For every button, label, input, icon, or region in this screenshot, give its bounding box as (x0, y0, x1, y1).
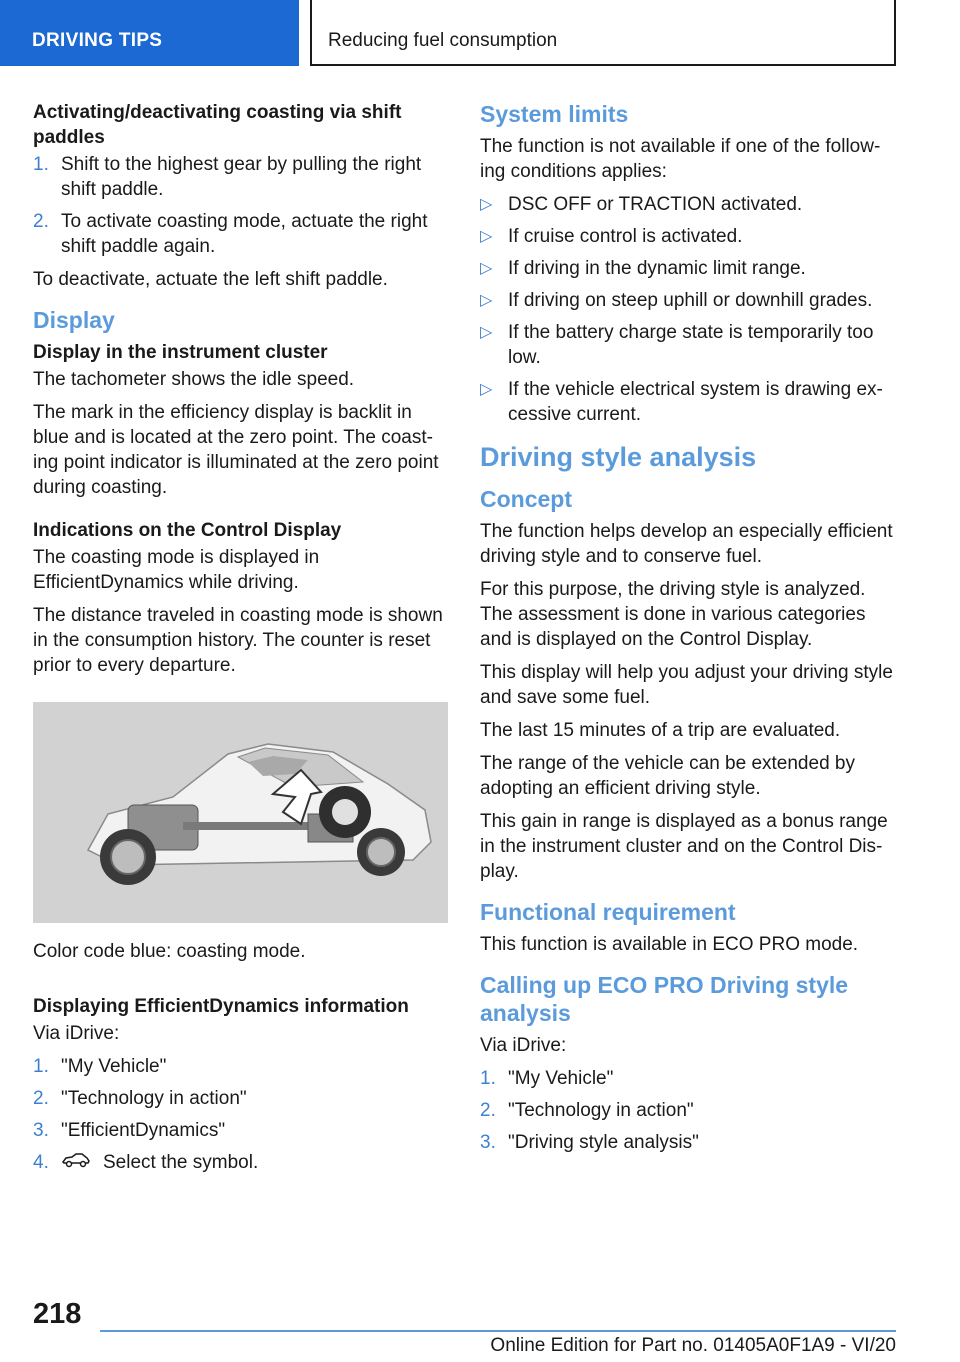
concept-paragraph: The last 15 minutes of a trip are evaluated. (480, 720, 841, 741)
bullet-icon: ▷ (480, 292, 493, 309)
control-paragraph: The coasting mode is displayed in EfficientDynamics while driving. (33, 547, 320, 593)
list-item (480, 192, 896, 217)
via-idrive: Via iDrive: (480, 1035, 567, 1056)
limits-list (480, 192, 896, 427)
step-number: 3. (33, 1120, 49, 1141)
concept-paragraph: For this purpose, the driving style is analyzed. The assessment is done in various categories and is displayed on the Control Display. (480, 579, 866, 650)
step-text: Select the symbol. (103, 1152, 259, 1173)
limit-text: DSC OFF or TRACTION activated. (508, 194, 803, 215)
requirement-text: This function is available in ECO PRO mode. (480, 934, 859, 955)
step-number: 2. (33, 1088, 49, 1109)
list-item (480, 1098, 896, 1123)
bullet-icon: ▷ (480, 324, 493, 341)
list-item (33, 1150, 449, 1175)
functional-requirement-heading: Functional requirement (480, 899, 736, 925)
list-item (33, 152, 449, 202)
system-limits-heading: System limits (480, 101, 629, 127)
page-header (0, 0, 960, 66)
bullet-icon: ▷ (480, 260, 493, 277)
list-item (33, 209, 449, 259)
footer-divider (100, 1330, 896, 1332)
coasting-steps (33, 152, 449, 259)
step-text: "Driving style analysis" (508, 1132, 699, 1153)
efficientdynamics-heading: Displaying EfficientDynamics information (33, 996, 409, 1017)
limits-intro: The function is not available if one of the following conditions applies: (480, 136, 881, 182)
step-number: 3. (480, 1132, 496, 1153)
calling-steps (480, 1066, 896, 1155)
step-text: "EfficientDynamics" (61, 1120, 226, 1141)
cluster-heading: Display in the instrument cluster (33, 342, 328, 363)
cluster-paragraph: The tachometer shows the idle speed. (33, 369, 355, 390)
list-item (480, 1130, 896, 1155)
step-text: "My Vehicle" (508, 1068, 614, 1089)
control-paragraph: The distance traveled in coasting mode is shown in the consumption history. The counter is reset prior to every departure. (33, 605, 443, 676)
limit-text: If driving on steep uphill or downhill grades. (508, 290, 873, 311)
bullet-icon: ▷ (480, 228, 493, 245)
list-item (480, 320, 896, 370)
limit-text: If the battery charge state is temporarily too low. (508, 322, 874, 368)
chapter-title: Reducing fuel consumption (310, 0, 896, 66)
list-item (480, 256, 896, 281)
bullet-icon: ▷ (480, 381, 493, 398)
display-heading: Display (33, 307, 115, 333)
efficientdynamics-steps (33, 1054, 449, 1175)
step-text: To activate coasting mode, actuate the right shift paddle again. (61, 211, 428, 257)
concept-paragraph: The function helps develop an especially efficient driving style and to conserve fuel. (480, 521, 893, 567)
concept-heading: Concept (480, 486, 572, 512)
list-item (480, 224, 896, 249)
page-number: 218 (33, 1298, 82, 1330)
step-text: Shift to the highest gear by pulling the right shift paddle. (61, 154, 422, 200)
deactivate-text: To deactivate, actuate the left shift paddle. (33, 269, 388, 290)
right-column (480, 100, 896, 1163)
section-tab: DRIVING TIPS (0, 0, 299, 66)
limit-text: If the vehicle electrical system is drawing excessive current. (508, 379, 883, 425)
step-number: 2. (480, 1100, 496, 1121)
bullet-icon: ▷ (480, 196, 493, 213)
figure-caption: Color code blue: coasting mode. (33, 941, 306, 962)
step-text: "Technology in action" (508, 1100, 694, 1121)
cluster-paragraph: The mark in the efficiency display is backlit in blue and is located at the zero point. The coasting point indicator is illuminated at the zero point during coasting. (33, 402, 439, 498)
list-item (480, 377, 896, 427)
list-item (480, 1066, 896, 1091)
step-text: "My Vehicle" (61, 1056, 167, 1077)
step-number: 1. (33, 1056, 49, 1077)
concept-paragraph: This gain in range is displayed as a bonus range in the instrument cluster and on the Control Display. (480, 811, 888, 882)
list-item (33, 1054, 449, 1079)
limit-text: If driving in the dynamic limit range. (508, 258, 806, 279)
list-item (33, 1086, 449, 1111)
car-cutaway-illustration (33, 702, 448, 923)
via-idrive: Via iDrive: (33, 1023, 120, 1044)
concept-paragraph: The range of the vehicle can be extended by adopting an efficient driving style. (480, 753, 855, 799)
step-text: "Technology in action" (61, 1088, 247, 1109)
calling-up-heading: Calling up ECO PRO Driving style analysis (480, 972, 849, 1026)
driving-style-analysis-heading: Driving style analysis (480, 442, 757, 472)
control-display-heading: Indications on the Control Display (33, 520, 342, 541)
list-item (480, 288, 896, 313)
step-number: 4. (33, 1152, 49, 1173)
list-item (33, 1118, 449, 1143)
limit-text: If cruise control is activated. (508, 226, 743, 247)
step-number: 1. (33, 154, 49, 175)
step-number: 1. (480, 1068, 496, 1089)
left-column (33, 100, 449, 1183)
step-number: 2. (33, 211, 49, 232)
edition-note: Online Edition for Part no. 01405A0F1A9 - VI/20 (490, 1335, 896, 1356)
car-icon (61, 1150, 91, 1175)
coasting-heading: Activating/deactivating coasting via shift paddles (33, 102, 402, 148)
concept-paragraph: This display will help you adjust your driving style and save some fuel. (480, 662, 893, 708)
